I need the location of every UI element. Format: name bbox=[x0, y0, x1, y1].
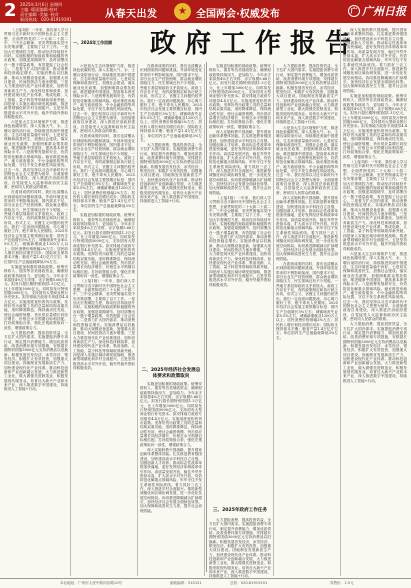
paragraph: 深入实施科教兴国战略，提升国家创新体系整体效能。扎实推进教育强国建设，加快建设高水平科技自立自强，加强创新人才培养。推动标志性改革举措加快落地，更好发挥经济体制改革牵引作用。高质量发展开放，稳住外贸外资基本盘，扩大高水平对外开放。有效防范化解重点领域风险，牢牢守住不发生系统性风险底线。着力抓好三农工作，深入推进乡村全面振兴。推进新型城镇化和区域协调发展，进一步优化发展空间格局。协同推进降碳减污扩绿增长，加快经济社会发展全面绿色转型。加大保障和改善民生力度，提升社会治理效能。 bbox=[276, 195, 338, 261]
paragraph: （上接1版）一年来，我们深入学习贯彻习近平新时代中国特色社会主义思想，全面贯彻党的二十大和二十届二中、三中全会精神，坚决贯彻落实党中央决策部署，主要做了以下工作。一是加大宏观调控力度，推动经济持续回升向好。实施积极的财政政策和稳健的货币政策，加强逆周期调节，及时部署出台一揽子增量政策，有效提振了社会信心。二是着力扩大国内需求，推动消费和投资稳定增长。实施消费品以旧换新，推动大规模设备更新，加强重大项目建设，民间投资活力逐步增强。三是大力推进现代化产业体系建设，加快培育新质生产力。深化科技体制改革，加快建设现代化产业体系，集成电路、人工智能、量子科技等领域取得新突破。四是深入实施区域协调发展战略，推进新型城镇化和乡村全面振兴。五是坚持推进高水平对外开放，稳外贸稳外资取得积极成效。 bbox=[343, 159, 407, 251]
text-column bbox=[4, 28, 68, 576]
text-column bbox=[343, 28, 407, 576]
masthead-logo-icon: 广 bbox=[348, 5, 360, 17]
paragraph: 大力提振消费、提高投资效益，全方位扩大国内需求。实施提振消费专项行动，制定提升消费能力、增加优质供给、改善消费环境专项措施，安排超长期特别国债3000亿元支持消费品以旧换新。积极发展首发经济、冰雪经济、银发经济。积极扩大有效投资，加强重大项目建设。因地制宜发展新质生产力，加快建设现代化产业体系。推动科技创新和产业创新融合发展，大力推进新型工业化，做大做强先进制造业，积极发展现代服务业。培育壮大新兴产业和未来产业，深入推进数字中国建设，持续推进人工智能+行动。 bbox=[276, 64, 338, 125]
paragraph: 六是加大生态环境保护力度，推进绿色低碳转型。深入实施大气、水、土壤污染防治行动，持续推进美丽中国建设，生态环境质量稳中向好。七是切实保障和改善民生，加强社会建设。落实就业优先政策，加强困难群众帮扶救助，推进健康中国建设，提高基本养老保险水平。八是统筹发展和安全，有效防范化解重点领域风险。稳妥推进房地产、地方政府债务、中小金融机构等风险处置，守住不发生系统性风险底线。过去一年，我们坚持以习近平新时代中国特色社会主义思想为指导，全面加强政府自身建设，深入推进法治政府建设，自觉接受人大监督和政协民主监督，密切同人民群众的联系。 bbox=[73, 64, 135, 134]
paragraph: 深入实施科教兴国战略，提升国家创新体系整体效能。扎实推进教育强国建设，加快建设高水平科技自立自强，加强创新人才培养。推动标志性改革举措加快落地，更好发挥经济体制改革牵引作用。高质量发展开放，稳住外贸外资基本盘，扩大高水平对外开放。有效防范化解重点领域风险，牢牢守住不发生系统性风险底线。着力抓好三农工作，深入推进乡村全面振兴。推进新型城镇化和区域协调发展，进一步优化发展空间格局。协同推进降碳减污扩绿增长，加快经济社会发展全面绿色转型。加大保障和改善民生力度，提升社会治理效能。 bbox=[343, 28, 407, 93]
paragraph: 实施更加积极的财政政策。统筹安排收入、债券等各类财政资金，确保财政政策持续用力、更加给力。今年赤字率拟按4%左右安排，赤字规模5.66万亿元。拟发行超长期特别国债1.3万亿元，比上年增加3000亿元。同时拟发行特别国债5000亿元，支持国有大型商业银行补充资本。拟安排地方政府专项债券4.4万亿元。实施适度宽松的货币政策。发挥好货币政策工具的总量和结构双重功能，适时降准降息，保持流动性充裕，使社会融资规模、货币供应量增长同经济增长、价格总水平预期目标相匹配。打好政策组合拳，强化宏观政策取向一致性，增强政策合力。 bbox=[4, 264, 69, 330]
article-title: 政府工作报告 bbox=[150, 29, 361, 59]
paragraph: （上接1版）一年来，我们深入学习贯彻习近平新时代中国特色社会主义思想，全面贯彻党的二十大和二十届二中、三中全会精神，坚决贯彻落实党中央决策部署，主要做了以下工作。一是加大宏观调控力度，推动经济持续回升向好。实施积极的财政政策和稳健的货币政策，加强逆周期调节，及时部署出台一揽子增量政策，有效提振了社会信心。二是着力扩大国内需求，推动消费和投资稳定增长。实施消费品以旧换新，推动大规模设备更新，加强重大项目建设，民间投资活力逐步增强。三是大力推进现代化产业体系建设，加快培育新质生产力。深化科技体制改革，加快建设现代化产业体系，集成电路、人工智能、量子科技等领域取得新突破。四是深入实施区域协调发展战略，推进新型城镇化和乡村全面振兴。五是坚持推进高水平对外开放，稳外贸稳外资取得积极成效。 bbox=[73, 279, 135, 371]
edition-line: 责任编辑 ·美编 ·校对 bbox=[20, 12, 59, 17]
section-title: 全国两会·权威发布 bbox=[196, 9, 280, 20]
footer-item: 本社地址：广州市人民中路同乐路10号 bbox=[60, 581, 123, 585]
paragraph: 深入实施科教兴国战略，提升国家创新体系整体效能。扎实推进教育强国建设，加快建设高水平科技自立自强，加强创新人才培养。推动标志性改革举措加快落地，更好发挥经济体制改革牵引作用。高质量发展开放，稳住外贸外资基本盘，扩大高水平对外开放。有效防范化解重点领域风险，牢牢守住不发生系统性风险底线。着力抓好三农工作，深入推进乡村全面振兴。推进新型城镇化和区域协调发展，进一步优化发展空间格局。协同推进降碳减污扩绿增长，加快经济社会发展全面绿色转型。加大保障和改善民生力度，提升社会治理效能。 bbox=[209, 129, 271, 195]
page-header bbox=[0, 0, 411, 23]
section-subhead: 二、2025年经济社会发展总体要求和政策取向 bbox=[141, 368, 201, 379]
text-column bbox=[140, 64, 202, 364]
column-divider bbox=[137, 64, 138, 576]
paragraph: 大力提振消费、提高投资效益，全方位扩大国内需求。实施提振消费专项行动，制定提升消费能力、增加优质供给、改善消费环境专项措施，安排超长期特别国债3000亿元支持消费品以旧换新。积极发展首发经济、冰雪经济、银发经济。积极扩大有效投资，加强重大项目建设。因地制宜发展新质生产力，加快建设现代化产业体系。推动科技创新和产业创新融合发展，大力推进新型工业化，做大做强先进制造业，积极发展现代服务业。培育壮大新兴产业和未来产业，深入推进数字中国建设，持续推进人工智能+行动。 bbox=[209, 518, 271, 579]
paragraph: 实施更加积极的财政政策。统筹安排收入、债券等各类财政资金，确保财政政策持续用力、更加给力。今年赤字率拟按4%左右安排，赤字规模5.66万亿元。拟发行超长期特别国债1.3万亿元，比上年增加3000亿元。同时拟发行特别国债5000亿元，支持国有大型商业银行补充资本。拟安排地方政府专项债券4.4万亿元。实施适度宽松的货币政策。发挥好货币政策工具的总量和结构双重功能，适时降准降息，保持流动性充裕，使社会融资规模、货币供应量增长同经济增长、价格总水平预期目标相匹配。打好政策组合拳，强化宏观政策取向一致性，增强政策合力。 bbox=[140, 382, 202, 447]
column-divider bbox=[204, 64, 205, 576]
text-column bbox=[140, 382, 202, 576]
paragraph: 在看到成绩的同时，我们也清醒认识到面临的问题和挑战。外部环境变化带来的不利影响加深，国内需求不足，部分企业生产经营困难，群众就业增收面临压力，民生领域还有不少短板，一些地方基层财政收支矛盾较大。政府工作存在不足，有的政策制定和执行缺乏协同，形式主义、官僚主义问题仍较突出。我们一定直面问题挑战，尽心竭力做好工作，绝不辜负人民期待。2025年经济社会发展主要预期目标是：国内生产总值增长5%左右；城镇调查失业率5.5%左右，城镇新增就业1200万人以上；居民消费价格涨幅2%左右；居民收入增长和经济增长同步；国际收支保持基本平衡；粮食产量1.4万亿斤左右；单位国内生产总值能耗降低3%左右。 bbox=[73, 134, 135, 213]
text-column bbox=[73, 64, 135, 576]
section-subhead: 三、2025年政府工作任务 bbox=[212, 508, 268, 513]
column-divider bbox=[340, 28, 341, 576]
column-divider bbox=[70, 28, 71, 576]
edition-line: 2025年3月6日 星期四 bbox=[20, 2, 63, 7]
page-number: 2 bbox=[4, 0, 17, 21]
page-fold bbox=[206, 62, 207, 572]
edition-line: 新闻热线：020-81919191 bbox=[20, 17, 72, 22]
column-divider bbox=[273, 64, 274, 576]
edition-info bbox=[20, 2, 90, 22]
paragraph: 实施更加积极的财政政策。统筹安排收入、债券等各类财政资金，确保财政政策持续用力、更加给力。今年赤字率拟按4%左右安排，赤字规模5.66万亿元。拟发行超长期特别国债1.3万亿元，比上年增加3000亿元。同时拟发行特别国债5000亿元，支持国有大型商业银行补充资本。拟安排地方政府专项债券4.4万亿元。实施适度宽松的货币政策。发挥好货币政策工具的总量和结构双重功能，适时降准降息，保持流动性充裕，使社会融资规模、货币供应量增长同经济增长、价格总水平预期目标相匹配。打好政策组合拳，强化宏观政策取向一致性，增强政策合力。 bbox=[73, 213, 135, 279]
newspaper-masthead bbox=[348, 3, 406, 19]
header-slogan: 从春天出发 bbox=[105, 9, 158, 20]
paragraph: 大力提振消费、提高投资效益，全方位扩大国内需求。实施提振消费专项行动，制定提升消费能力、增加优质供给、改善消费环境专项措施，安排超长期特别国债3000亿元支持消费品以旧换新。积极发展首发经济、冰雪经济、银发经济。积极扩大有效投资，加强重大项目建设。因地制宜发展新质生产力，加快建设现代化产业体系。推动科技创新和产业创新融合发展，大力推进新型工业化，做大做强先进制造业，积极发展现代服务业。培育壮大新兴产业和未来产业，深入推进数字中国建设，持续推进人工智能+行动。 bbox=[140, 142, 202, 204]
text-column bbox=[209, 64, 271, 504]
paragraph: 大力提振消费、提高投资效益，全方位扩大国内需求。实施提振消费专项行动，制定提升消费能力、增加优质供给、改善消费环境专项措施，安排超长期特别国债3000亿元支持消费品以旧换新。积极发展首发经济、冰雪经济、银发经济。积极扩大有效投资，加强重大项目建设。因地制宜发展新质生产力，加快建设现代化产业体系。推动科技创新和产业创新融合发展，大力推进新型工业化，做大做强先进制造业，积极发展现代服务业。培育壮大新兴产业和未来产业，深入推进数字中国建设，持续推进人工智能+行动。 bbox=[4, 330, 68, 392]
paragraph: 在看到成绩的同时，我们也清醒认识到面临的问题和挑战。外部环境变化带来的不利影响加深，国内需求不足，部分企业生产经营困难，群众就业增收面临压力，民生领域还有不少短板，一些地方基层财政收支矛盾较大。政府工作存在不足，有的政策制定和执行缺乏协同，形式主义、官僚主义问题仍较突出。我们一定直面问题挑战，尽心竭力做好工作，绝不辜负人民期待。2025年经济社会发展主要预期目标是：国内生产总值增长5%左右；城镇调查失业率5.5%左右，城镇新增就业1200万人以上；居民消费价格涨幅2%左右；居民收入增长和经济增长同步；国际收支保持基本平衡；粮食产量1.4万亿斤左右；单位国内生产总值能耗降低3%左右。 bbox=[140, 64, 202, 142]
paragraph: 大力提振消费、提高投资效益，全方位扩大国内需求。实施提振消费专项行动，制定提升消费能力、增加优质供给、改善消费环境专项措施，安排超长期特别国债3000亿元支持消费品以旧换新。积极发展首发经济、冰雪经济、银发经济。积极扩大有效投资，加强重大项目建设。因地制宜发展新质生产力，加快建设现代化产业体系。推动科技创新和产业创新融合发展，大力推进新型工业化，做大做强先进制造业，积极发展现代服务业。培育壮大新兴产业和未来产业，深入推进数字中国建设，持续推进人工智能+行动。 bbox=[343, 322, 407, 383]
national-emblem-icon: ★ bbox=[174, 3, 191, 20]
page-footer bbox=[0, 578, 411, 588]
paragraph: 深入实施科教兴国战略，提升国家创新体系整体效能。扎实推进教育强国建设，加快建设高水平科技自立自强，加强创新人才培养。推动标志性改革举措加快落地，更好发挥经济体制改革牵引作用。高质量发展开放，稳住外贸外资基本盘，扩大高水平对外开放。有效防范化解重点领域风险，牢牢守住不发生系统性风险底线。着力抓好三农工作，深入推进乡村全面振兴。推进新型城镇化和区域协调发展，进一步优化发展空间格局。协同推进降碳减污扩绿增长，加快经济社会发展全面绿色转型。加大保障和改善民生力度，提升社会治理效能。 bbox=[140, 447, 202, 513]
text-column bbox=[276, 64, 338, 576]
paragraph: 六是加大生态环境保护力度，推进绿色低碳转型。深入实施大气、水、土壤污染防治行动，持续推进美丽中国建设，生态环境质量稳中向好。七是切实保障和改善民生，加强社会建设。落实就业优先政策，加强困难群众帮扶救助，推进健康中国建设，提高基本养老保险水平。八是统筹发展和安全，有效防范化解重点领域风险。稳妥推进房地产、地方政府债务、中小金融机构等风险处置，守住不发生系统性风险底线。过去一年，我们坚持以习近平新时代中国特色社会主义思想为指导，全面加强政府自身建设，深入推进法治政府建设，自觉接受人大监督和政协民主监督，密切同人民群众的联系。 bbox=[4, 120, 68, 190]
paragraph: 在看到成绩的同时，我们也清醒认识到面临的问题和挑战。外部环境变化带来的不利影响加深，国内需求不足，部分企业生产经营困难，群众就业增收面临压力，民生领域还有不少短板，一些地方基层财政收支矛盾较大。政府工作存在不足，有的政策制定和执行缺乏协同，形式主义、官僚主义问题仍较突出。我们一定直面问题挑战，尽心竭力做好工作，绝不辜负人民期待。2025年经济社会发展主要预期目标是：国内生产总值增长5%左右；城镇调查失业率5.5%左右，城镇新增就业1200万人以上；居民消费价格涨幅2%左右；居民收入增长和经济增长同步；国际收支保持基本平衡；粮食产量1.4万亿斤左右；单位国内生产总值能耗降低3%左右。 bbox=[4, 190, 68, 264]
footer-item: 邮政编码：510121 bbox=[170, 581, 202, 585]
paragraph: 在看到成绩的同时，我们也清醒认识到面临的问题和挑战。外部环境变化带来的不利影响加深，国内需求不足，部分企业生产经营困难，群众就业增收面临压力，民生领域还有不少短板，一些地方基层财政收支矛盾较大。政府工作存在不足，有的政策制定和执行缺乏协同，形式主义、官僚主义问题仍较突出。我们一定直面问题挑战，尽心竭力做好工作，绝不辜负人民期待。2025年经济社会发展主要预期目标是：国内生产总值增长5%左右；城镇调查失业率5.5%左右，城镇新增就业1200万人以上；居民消费价格涨幅2%左右；居民收入增长和经济增长同步；国际收支保持基本平衡；粮食产量1.4万亿斤左右；单位国内生产总值能耗降低3%左右。 bbox=[276, 261, 338, 340]
paragraph: 六是加大生态环境保护力度，推进绿色低碳转型。深入实施大气、水、土壤污染防治行动，持续推进美丽中国建设，生态环境质量稳中向好。七是切实保障和改善民生，加强社会建设。落实就业优先政策，加强困难群众帮扶救助，推进健康中国建设，提高基本养老保险水平。八是统筹发展和安全，有效防范化解重点领域风险。稳妥推进房地产、地方政府债务、中小金融机构等风险处置，守住不发生系统性风险底线。过去一年，我们坚持以习近平新时代中国特色社会主义思想为指导，全面加强政府自身建设，深入推进法治政府建设，自觉接受人大监督和政协民主监督，密切同人民群众的联系。 bbox=[276, 125, 338, 195]
footer-item: 零售价：1.5元 bbox=[330, 581, 354, 585]
paragraph: 实施更加积极的财政政策。统筹安排收入、债券等各类财政资金，确保财政政策持续用力、更加给力。今年赤字率拟按4%左右安排，赤字规模5.66万亿元。拟发行超长期特别国债1.3万亿元，比上年增加3000亿元。同时拟发行特别国债5000亿元，支持国有大型商业银行补充资本。拟安排地方政府专项债券4.4万亿元。实施适度宽松的货币政策。发挥好货币政策工具的总量和结构双重功能，适时降准降息，保持流动性充裕，使社会融资规模、货币供应量增长同经济增长、价格总水平预期目标相匹配。打好政策组合拳，强化宏观政策取向一致性，增强政策合力。 bbox=[343, 93, 408, 159]
footer-item: 总机：020-81919191 bbox=[230, 581, 268, 585]
section-subhead: 一、2024年工作回顾 bbox=[73, 40, 113, 45]
paragraph: 实施更加积极的财政政策。统筹安排收入、债券等各类财政资金，确保财政政策持续用力、更加给力。今年赤字率拟按4%左右安排，赤字规模5.66万亿元。拟发行超长期特别国债1.3万亿元，比上年增加3000亿元。同时拟发行特别国债5000亿元，支持国有大型商业银行补充资本。拟安排地方政府专项债券4.4万亿元。实施适度宽松的货币政策。发挥好货币政策工具的总量和结构双重功能，适时降准降息，保持流动性充裕，使社会融资规模、货币供应量增长同经济增长、价格总水平预期目标相匹配。打好政策组合拳，强化宏观政策取向一致性，增强政策合力。 bbox=[209, 64, 271, 129]
masthead-name: 广州日报 bbox=[362, 5, 406, 18]
edition-line: 主编 ·版面编辑·校对 bbox=[20, 7, 58, 12]
text-column bbox=[209, 518, 271, 579]
paragraph: 六是加大生态环境保护力度，推进绿色低碳转型。深入实施大气、水、土壤污染防治行动，持续推进美丽中国建设，生态环境质量稳中向好。七是切实保障和改善民生，加强社会建设。落实就业优先政策，加强困难群众帮扶救助，推进健康中国建设，提高基本养老保险水平。八是统筹发展和安全，有效防范化解重点领域风险。稳妥推进房地产、地方政府债务、中小金融机构等风险处置，守住不发生系统性风险底线。过去一年，我们坚持以习近平新时代中国特色社会主义思想为指导，全面加强政府自身建设，深入推进法治政府建设，自觉接受人大监督和政协民主监督，密切同人民群众的联系。 bbox=[343, 251, 407, 322]
paragraph: （上接1版）一年来，我们深入学习贯彻习近平新时代中国特色社会主义思想，全面贯彻党的二十大和二十届二中、三中全会精神，坚决贯彻落实党中央决策部署，主要做了以下工作。一是加大宏观调控力度，推动经济持续回升向好。实施积极的财政政策和稳健的货币政策，加强逆周期调节，及时部署出台一揽子增量政策，有效提振了社会信心。二是着力扩大国内需求，推动消费和投资稳定增长。实施消费品以旧换新，推动大规模设备更新，加强重大项目建设，民间投资活力逐步增强。三是大力推进现代化产业体系建设，加快培育新质生产力。深化科技体制改革，加快建设现代化产业体系，集成电路、人工智能、量子科技等领域取得新突破。四是深入实施区域协调发展战略，推进新型城镇化和乡村全面振兴。五是坚持推进高水平对外开放，稳外贸稳外资取得积极成效。 bbox=[4, 28, 68, 119]
paragraph: （上接1版）一年来，我们深入学习贯彻习近平新时代中国特色社会主义思想，全面贯彻党的二十大和二十届二中、三中全会精神，坚决贯彻落实党中央决策部署，主要做了以下工作。一是加大宏观调控力度，推动经济持续回升向好。实施积极的财政政策和稳健的货币政策，加强逆周期调节，及时部署出台一揽子增量政策，有效提振了社会信心。二是着力扩大国内需求，推动消费和投资稳定增长。实施消费品以旧换新，推动大规模设备更新，加强重大项目建设，民间投资活力逐步增强。三是大力推进现代化产业体系建设，加快培育新质生产力。深化科技体制改革，加快建设现代化产业体系，集成电路、人工智能、量子科技等领域取得新突破。四是深入实施区域协调发展战略，推进新型城镇化和乡村全面振兴。五是坚持推进高水平对外开放，稳外贸稳外资取得积极成效。 bbox=[209, 195, 271, 287]
